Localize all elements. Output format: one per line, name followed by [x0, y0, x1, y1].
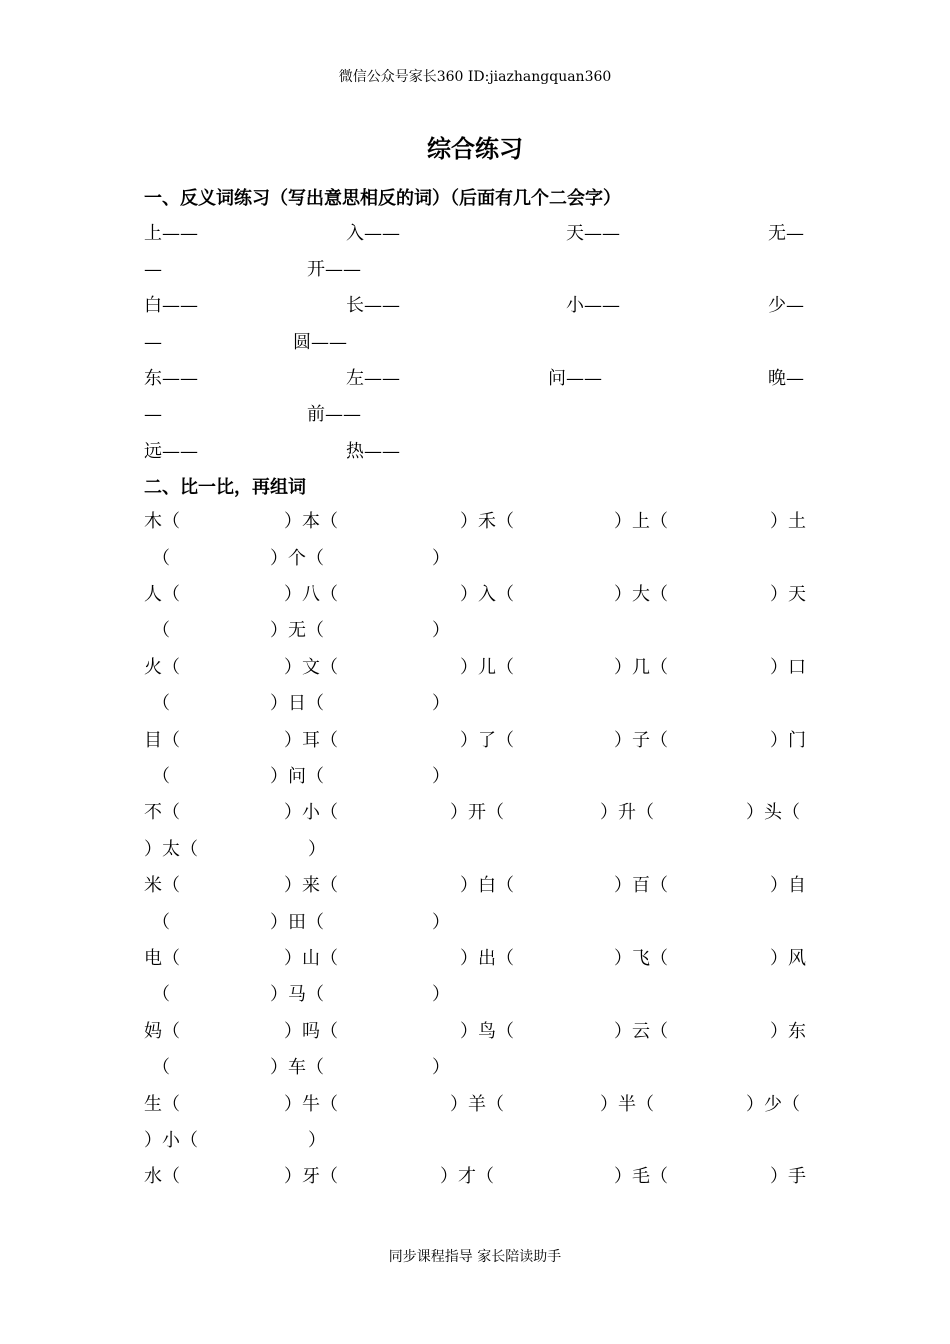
compare-cell: ）鸟（ — [460, 1021, 514, 1042]
compare-cell: ）文（ — [284, 657, 338, 678]
compare-cell: ）东 — [770, 1021, 806, 1042]
antonym-cell: 东—— — [144, 368, 198, 389]
compare-cell: ） — [432, 693, 450, 714]
compare-cell: ）手 — [770, 1166, 806, 1187]
antonym-row — [144, 261, 806, 283]
compare-cell: ）田（ — [270, 912, 324, 933]
compare-cell: 水（ — [144, 1166, 180, 1187]
compare-row — [144, 622, 806, 644]
compare-cell: ）出（ — [460, 948, 514, 969]
compare-cell: ）禾（ — [460, 511, 514, 532]
antonym-cell: 圆—— — [293, 332, 347, 353]
compare-cell: ）耳（ — [284, 730, 338, 751]
antonym-row — [144, 443, 806, 465]
page-title: 综合练习 — [427, 134, 523, 163]
compare-cell: ） — [432, 548, 450, 569]
compare-cell: ）才（ — [440, 1166, 494, 1187]
compare-row — [144, 732, 806, 754]
compare-row — [144, 1168, 806, 1190]
antonym-cell: 前—— — [307, 404, 361, 425]
antonym-cell: — — [144, 332, 162, 353]
compare-cell: ）问（ — [270, 766, 324, 787]
compare-cell: ）升（ — [600, 802, 654, 823]
compare-cell: ）土 — [770, 511, 806, 532]
compare-cell: ）头（ — [746, 802, 800, 823]
compare-cell: ）小（ — [284, 802, 338, 823]
compare-cell: ）飞（ — [614, 948, 668, 969]
antonym-cell: 无— — [768, 223, 804, 244]
compare-cell: ）几（ — [614, 657, 668, 678]
compare-cell: ） — [432, 912, 450, 933]
compare-row — [144, 950, 806, 972]
compare-cell: ）子（ — [614, 730, 668, 751]
compare-cell: ）八（ — [284, 584, 338, 605]
antonym-row — [144, 225, 806, 247]
antonym-row — [144, 406, 806, 428]
compare-row — [144, 986, 806, 1008]
compare-cell: ）半（ — [600, 1094, 654, 1115]
antonym-cell: 问—— — [548, 368, 602, 389]
compare-cell: ）白（ — [460, 875, 514, 896]
antonym-cell: 上—— — [144, 223, 198, 244]
compare-cell: （ — [152, 1057, 170, 1078]
antonym-cell: 热—— — [346, 441, 400, 462]
compare-cell: ）小（ — [144, 1130, 198, 1151]
compare-cell: ）开（ — [450, 802, 504, 823]
compare-row — [144, 1023, 806, 1045]
compare-cell: ）自 — [770, 875, 806, 896]
compare-row — [144, 1096, 806, 1118]
compare-row — [144, 841, 806, 863]
section-heading-compare: 二、比一比，再组词 — [144, 477, 306, 498]
page-header: 微信公众号家长360 ID:jiazhangquan360 — [338, 69, 612, 85]
compare-cell: 不（ — [144, 802, 180, 823]
compare-cell: ）山（ — [284, 948, 338, 969]
antonym-row — [144, 334, 806, 356]
compare-cell: ）门 — [770, 730, 806, 751]
compare-cell: ）风 — [770, 948, 806, 969]
compare-cell: （ — [152, 766, 170, 787]
compare-cell: ）少（ — [746, 1094, 800, 1115]
antonym-cell: 小—— — [566, 295, 620, 316]
antonym-cell: 长—— — [346, 295, 400, 316]
compare-cell: ）车（ — [270, 1057, 324, 1078]
compare-cell: ）口 — [770, 657, 806, 678]
compare-cell: ）个（ — [270, 548, 324, 569]
compare-cell: 火（ — [144, 657, 180, 678]
antonym-cell: 晚— — [768, 368, 804, 389]
compare-cell: ）入（ — [460, 584, 514, 605]
compare-row — [144, 513, 806, 535]
compare-cell: 妈（ — [144, 1021, 180, 1042]
compare-cell: ） — [432, 984, 450, 1005]
antonym-cell: 白—— — [144, 295, 198, 316]
compare-cell: （ — [152, 693, 170, 714]
antonym-row — [144, 297, 806, 319]
compare-row — [144, 695, 806, 717]
compare-cell: ）云（ — [614, 1021, 668, 1042]
compare-cell: ） — [308, 1130, 326, 1151]
compare-row — [144, 914, 806, 936]
compare-cell: 电（ — [144, 948, 180, 969]
compare-cell: ）百（ — [614, 875, 668, 896]
compare-cell: ）太（ — [144, 839, 198, 860]
compare-cell: （ — [152, 984, 170, 1005]
page-footer: 同步课程指导 家长陪读助手 — [388, 1249, 562, 1265]
antonym-cell: 少— — [768, 295, 804, 316]
compare-cell: ）来（ — [284, 875, 338, 896]
compare-cell: （ — [152, 912, 170, 933]
compare-cell: ） — [432, 620, 450, 641]
compare-cell: 木（ — [144, 511, 180, 532]
antonym-cell: 左—— — [346, 368, 400, 389]
antonym-row — [144, 370, 806, 392]
antonym-cell: 入—— — [346, 223, 400, 244]
compare-cell: ）大（ — [614, 584, 668, 605]
compare-cell: ）马（ — [270, 984, 324, 1005]
compare-row — [144, 586, 806, 608]
compare-cell: ）无（ — [270, 620, 324, 641]
antonym-cell: — — [144, 404, 162, 425]
compare-cell: ）牙（ — [284, 1166, 338, 1187]
compare-cell: ）日（ — [270, 693, 324, 714]
antonym-cell: 远—— — [144, 441, 198, 462]
compare-cell: ）了（ — [460, 730, 514, 751]
compare-cell: ）吗（ — [284, 1021, 338, 1042]
compare-cell: 生（ — [144, 1094, 180, 1115]
antonym-cell: 天—— — [566, 223, 620, 244]
compare-cell: ）牛（ — [284, 1094, 338, 1115]
compare-row — [144, 877, 806, 899]
compare-cell: ）毛（ — [614, 1166, 668, 1187]
antonym-cell: — — [144, 259, 162, 280]
antonym-cell: 开—— — [307, 259, 361, 280]
compare-cell: ）羊（ — [450, 1094, 504, 1115]
section-heading-antonyms: 一、反义词练习（写出意思相反的词）（后面有几个二会字） — [144, 188, 621, 209]
compare-row — [144, 550, 806, 572]
compare-cell: ）天 — [770, 584, 806, 605]
compare-row — [144, 659, 806, 681]
compare-row — [144, 1059, 806, 1081]
compare-cell: ）本（ — [284, 511, 338, 532]
compare-cell: ）上（ — [614, 511, 668, 532]
compare-cell: 米（ — [144, 875, 180, 896]
compare-row — [144, 804, 806, 826]
compare-cell: ） — [432, 766, 450, 787]
compare-cell: 目（ — [144, 730, 180, 751]
compare-row — [144, 768, 806, 790]
compare-cell: ）儿（ — [460, 657, 514, 678]
compare-cell: （ — [152, 620, 170, 641]
compare-row — [144, 1132, 806, 1154]
compare-cell: 人（ — [144, 584, 180, 605]
compare-cell: （ — [152, 548, 170, 569]
compare-cell: ） — [432, 1057, 450, 1078]
compare-cell: ） — [308, 839, 326, 860]
